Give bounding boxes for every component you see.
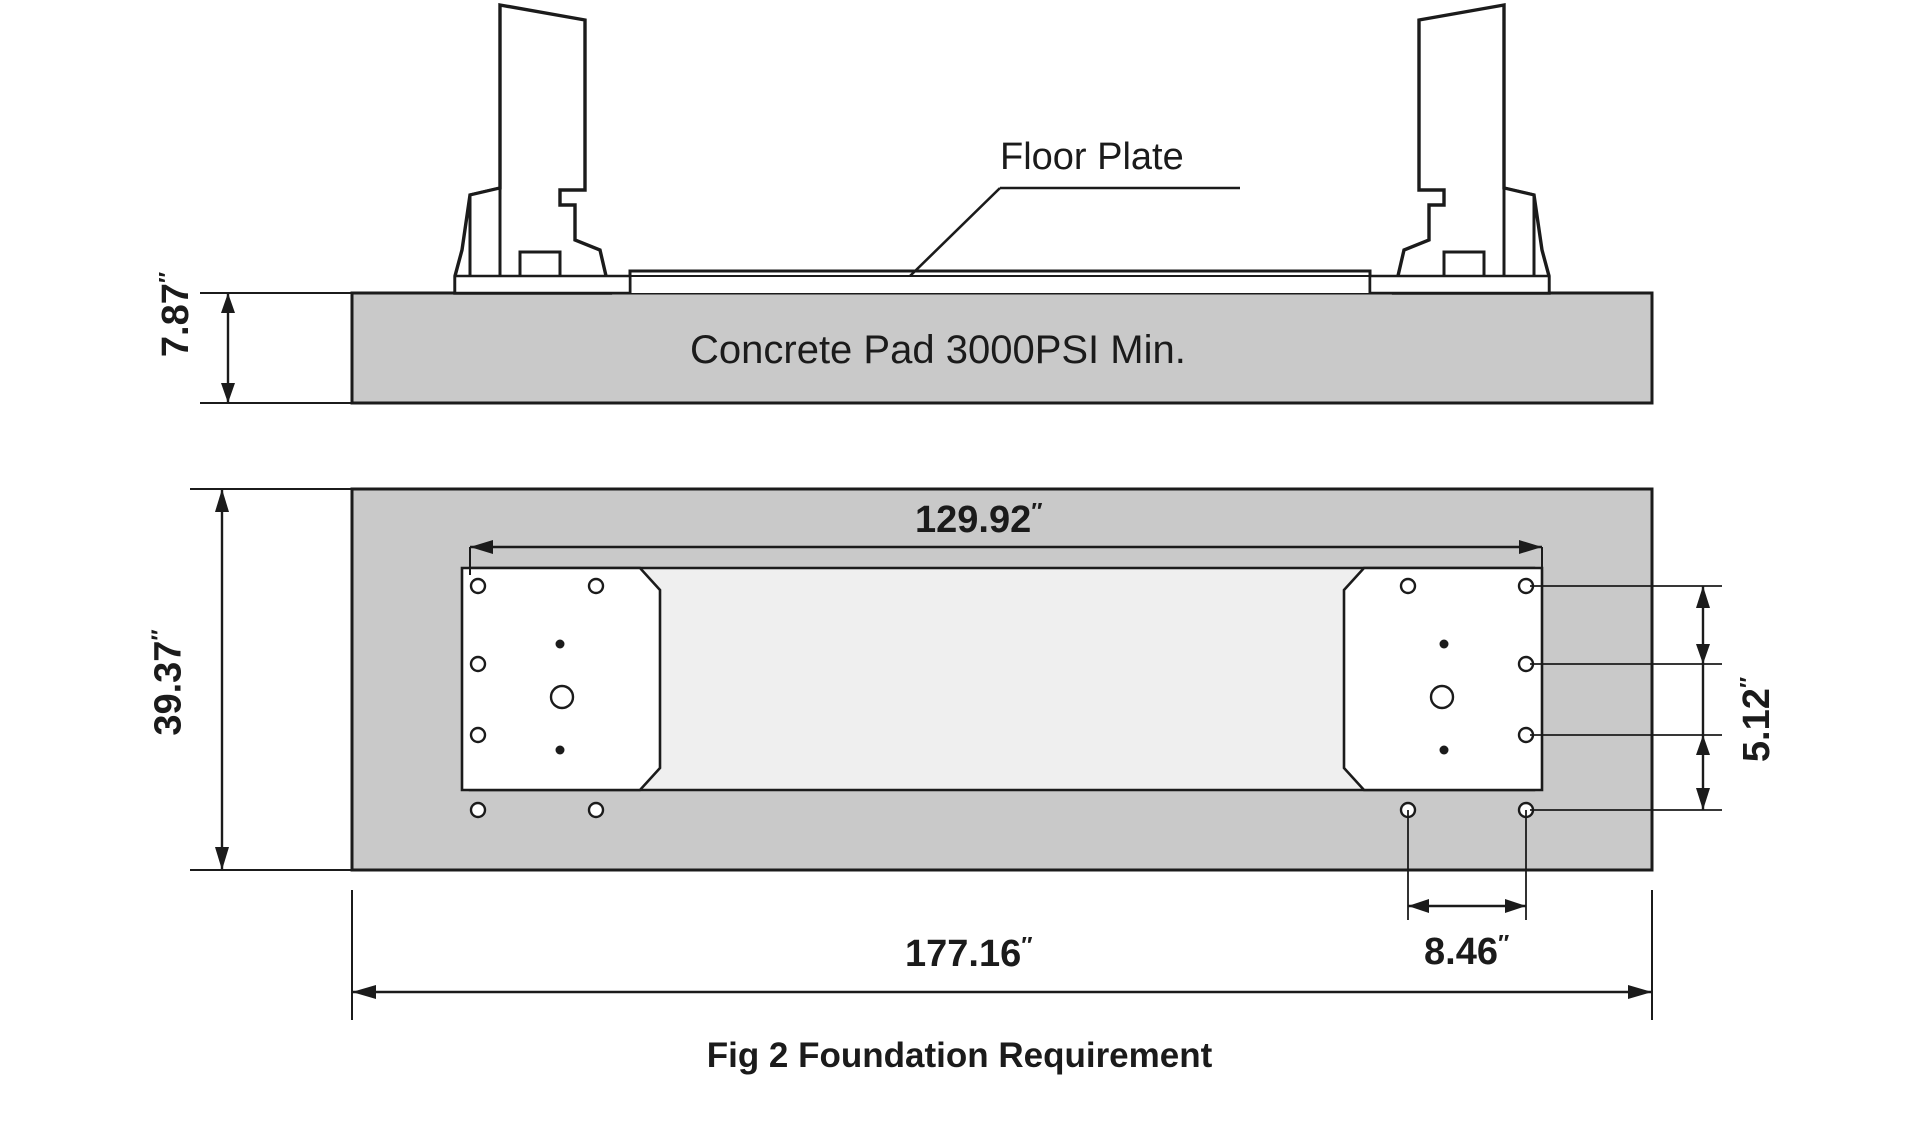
- left-base-flange: [455, 276, 630, 293]
- dim-512-arrow-mid-down: [1696, 735, 1710, 755]
- dim-512-arrow-top: [1696, 586, 1710, 608]
- dim-17716-arrow-right: [1628, 985, 1652, 999]
- dimension-pad-length-value: 177.16: [905, 932, 1022, 975]
- right-anchor-plate: [1344, 568, 1542, 790]
- dim-787-arrow-bottom: [221, 383, 235, 403]
- right-pin-hole-bottom: [1440, 746, 1449, 755]
- left-anchor-plate: [462, 568, 660, 790]
- left-anchor-hole-2: [589, 579, 603, 593]
- dimension-anchor-spacing-vertical: [1735, 676, 1779, 763]
- dimension-post-spacing: [915, 500, 1043, 539]
- floor-plate-side: [630, 271, 1370, 293]
- dimension-anchor-spacing-horizontal-value: 8.46: [1424, 930, 1498, 973]
- dimension-pad-depth-unit: ″: [146, 629, 173, 641]
- dimension-anchor-spacing-horizontal-unit: ″: [1497, 930, 1510, 956]
- dimension-post-spacing-unit: ″: [1031, 498, 1043, 524]
- dim-3937-arrow-top: [215, 489, 229, 512]
- dim-846-arrow-right: [1505, 899, 1526, 913]
- left-anchor-hole-6: [589, 803, 603, 817]
- dim-846-arrow-left: [1408, 899, 1429, 913]
- dimension-pad-depth-value: 39.37: [147, 640, 190, 736]
- right-pin-hole-top: [1440, 640, 1449, 649]
- left-pin-hole-top: [556, 640, 565, 649]
- dimension-pad-length-unit: ″: [1021, 932, 1033, 958]
- left-pin-hole-bottom: [556, 746, 565, 755]
- right-base-flange: [1370, 276, 1549, 293]
- dim-512-arrow-bottom: [1696, 788, 1710, 810]
- floor-plate-leader: [910, 188, 1000, 276]
- left-anchor-hole-4: [471, 728, 485, 742]
- figure-caption: Fig 2 Foundation Requirement: [706, 1036, 1213, 1075]
- dim-512-arrow-mid-up: [1696, 644, 1710, 664]
- dimension-pad-thickness: [154, 271, 198, 358]
- dim-17716-arrow-left: [352, 985, 376, 999]
- dimension-pad-thickness-unit: ″: [154, 271, 181, 284]
- dimension-pad-length: [905, 934, 1033, 973]
- floor-plate-label: Floor Plate: [1000, 136, 1184, 178]
- left-center-hole: [551, 686, 573, 708]
- dimension-post-spacing-value: 129.92: [915, 498, 1032, 541]
- right-center-hole: [1431, 686, 1453, 708]
- left-anchor-hole-3: [471, 657, 485, 671]
- left-anchor-hole-5: [471, 803, 485, 817]
- dim-3937-arrow-bottom: [215, 847, 229, 870]
- dimension-anchor-spacing-horizontal: [1424, 932, 1509, 971]
- concrete-pad-label: Concrete Pad 3000PSI Min.: [690, 328, 1186, 372]
- dim-787-arrow-top: [221, 293, 235, 313]
- dimension-pad-thickness-value: 7.87: [155, 283, 198, 358]
- dimension-anchor-spacing-vertical-value: 5.12: [1736, 688, 1779, 763]
- dimension-anchor-spacing-vertical-unit: ″: [1735, 676, 1762, 689]
- left-anchor-hole-1: [471, 579, 485, 593]
- dimension-pad-depth: [146, 629, 190, 736]
- right-anchor-hole-1: [1401, 579, 1415, 593]
